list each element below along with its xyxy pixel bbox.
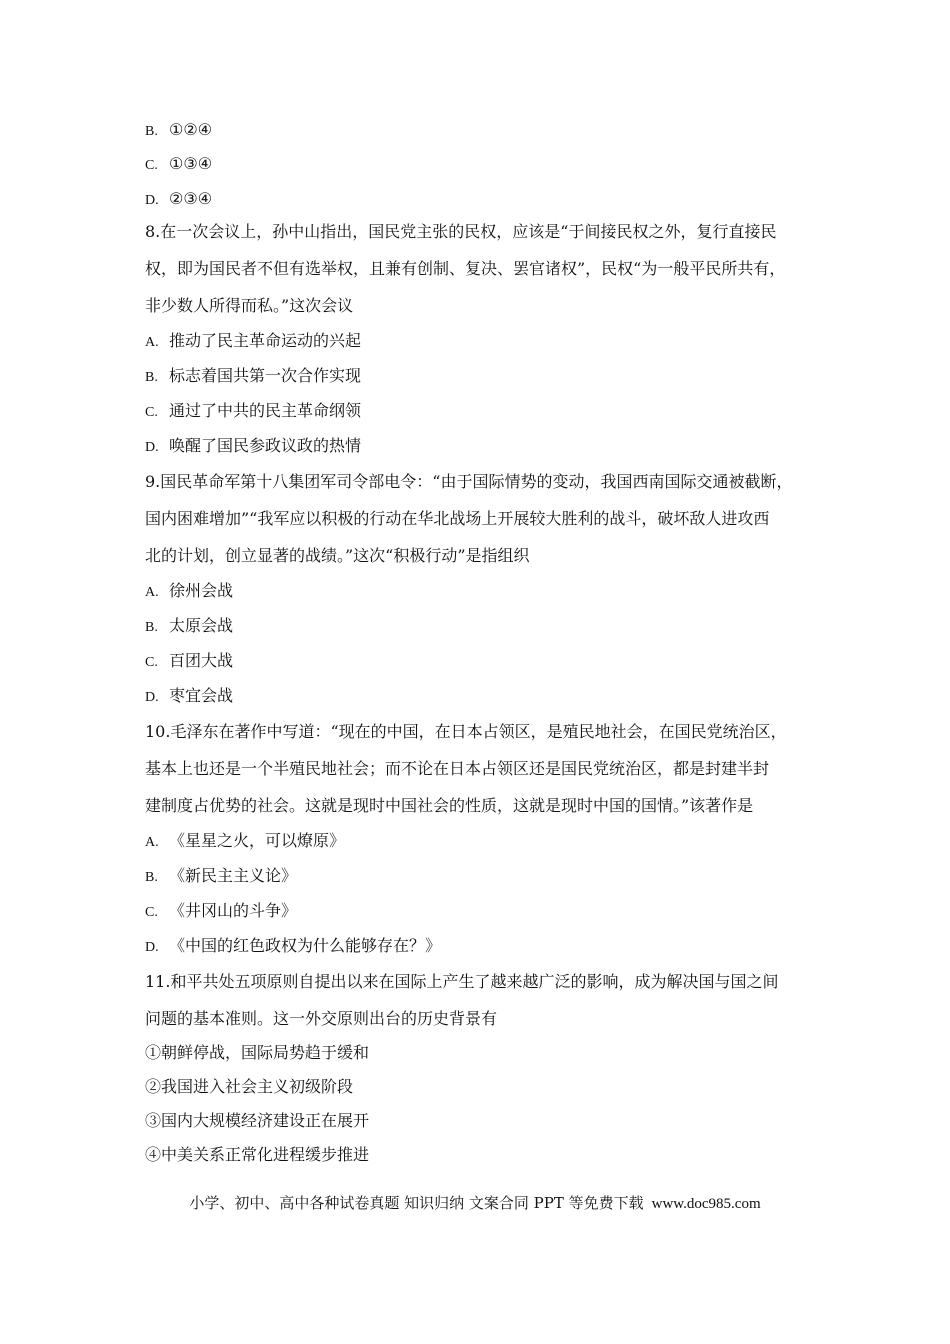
option-text: 枣宜会战 — [169, 686, 234, 705]
q9-option-d — [145, 686, 815, 708]
option-letter: C. — [145, 158, 158, 173]
option-letter: B. — [145, 370, 158, 385]
option-text: 推动了民主革命运动的兴起 — [169, 331, 362, 350]
q8-option-c — [145, 401, 815, 423]
option-text: 太原会战 — [169, 616, 234, 635]
option-letter: B. — [145, 124, 158, 139]
q10-option-c — [145, 901, 815, 923]
option-text: 百团大战 — [169, 651, 234, 670]
q11-stem-line: 11.和平共处五项原则自提出以来在国际上产生了越来越广泛的影响，成为解决国与国之间 — [145, 972, 779, 991]
q10-option-b — [145, 866, 815, 888]
q7-option-b — [145, 120, 815, 142]
q11-stem-line: 问题的基本准则。这一外交原则出台的历史背景有 — [145, 1009, 498, 1028]
q9-stem-line: 国内困难增加”“我军应以积极的行动在华北战场上开展较大胜利的战斗，破坏敌人进攻西 — [145, 509, 770, 528]
footer-text: 小学、初中、高中各种试卷真题 知识归纳 文案合同 PPT 等免费下载 — [189, 1194, 644, 1212]
option-letter: A. — [145, 835, 159, 850]
option-text: 《井冈山的斗争》 — [169, 901, 298, 920]
q8-option-b — [145, 366, 815, 388]
option-letter: C. — [145, 905, 158, 920]
option-letter: B. — [145, 870, 158, 885]
q11-item: ③国内大规模经济建设正在展开 — [145, 1111, 370, 1130]
footer-site-link[interactable]: www.doc985.com — [651, 1196, 761, 1212]
q8-stem-line: 权，即为国民者不但有选举权，且兼有创制、复决、罢官诸权”，民权“为一般平民所共有， — [145, 259, 786, 278]
q9-stem-line: 北的计划，创立显著的战绩。”这次“积极行动”是指组织 — [145, 546, 530, 565]
q10-stem-line: 10.毛泽东在著作中写道：“现在的中国，在日本占领区，是殖民地社会，在国民党统治区， — [145, 722, 787, 741]
q10-stem-line: 建制度占优势的社会。这就是现时中国社会的性质，这就是现时中国的国情。”该著作是 — [145, 796, 754, 815]
option-letter: C. — [145, 655, 158, 670]
q9-option-b — [145, 616, 815, 638]
option-text: ①③④ — [169, 154, 213, 173]
q8-option-d — [145, 436, 815, 458]
q8-option-a — [145, 331, 815, 353]
option-letter: A. — [145, 335, 159, 350]
option-text: 《新民主主义论》 — [169, 866, 298, 885]
q11-item: ④中美关系正常化进程缓步推进 — [145, 1145, 370, 1164]
option-text: 通过了中共的民主革命纲领 — [169, 401, 362, 420]
q10-stem-line: 基本上也还是一个半殖民地社会；而不论在日本占领区还是国民党统治区，都是封建半封 — [145, 759, 770, 778]
q11-item: ①朝鲜停战，国际局势趋于缓和 — [145, 1043, 370, 1062]
q10-option-a — [145, 831, 815, 853]
q9-option-c — [145, 651, 815, 673]
q7-option-c — [145, 154, 815, 176]
option-text: ①②④ — [169, 120, 213, 139]
q7-option-d — [145, 189, 815, 211]
q9-stem-line: 9.国民革命军第十八集团军司令部电令：“由于国际情势的变动，我国西南国际交通被截断， — [145, 472, 793, 491]
option-letter: A. — [145, 585, 159, 600]
page-footer — [0, 1192, 950, 1213]
option-letter: D. — [145, 690, 159, 705]
option-letter: D. — [145, 193, 159, 208]
option-text: 《星星之火，可以燎原》 — [169, 831, 346, 850]
q10-option-d — [145, 936, 815, 958]
option-text: 唤醒了国民参政议政的热情 — [169, 436, 362, 455]
q11-item: ②我国进入社会主义初级阶段 — [145, 1077, 354, 1096]
option-text: 徐州会战 — [169, 581, 234, 600]
option-text: 《中国的红色政权为什么能够存在？》 — [169, 936, 442, 955]
option-text: ②③④ — [169, 189, 213, 208]
option-letter: D. — [145, 940, 159, 955]
q8-stem-line: 8.在一次会议上，孙中山指出，国民党主张的民权，应该是“于间接民权之外，复行直接民 — [145, 222, 777, 241]
q9-option-a — [145, 581, 815, 603]
option-letter: B. — [145, 620, 158, 635]
q8-stem-line: 非少数人所得而私。”这次会议 — [145, 296, 354, 315]
option-letter: C. — [145, 405, 158, 420]
option-text: 标志着国共第一次合作实现 — [169, 366, 362, 385]
option-letter: D. — [145, 440, 159, 455]
